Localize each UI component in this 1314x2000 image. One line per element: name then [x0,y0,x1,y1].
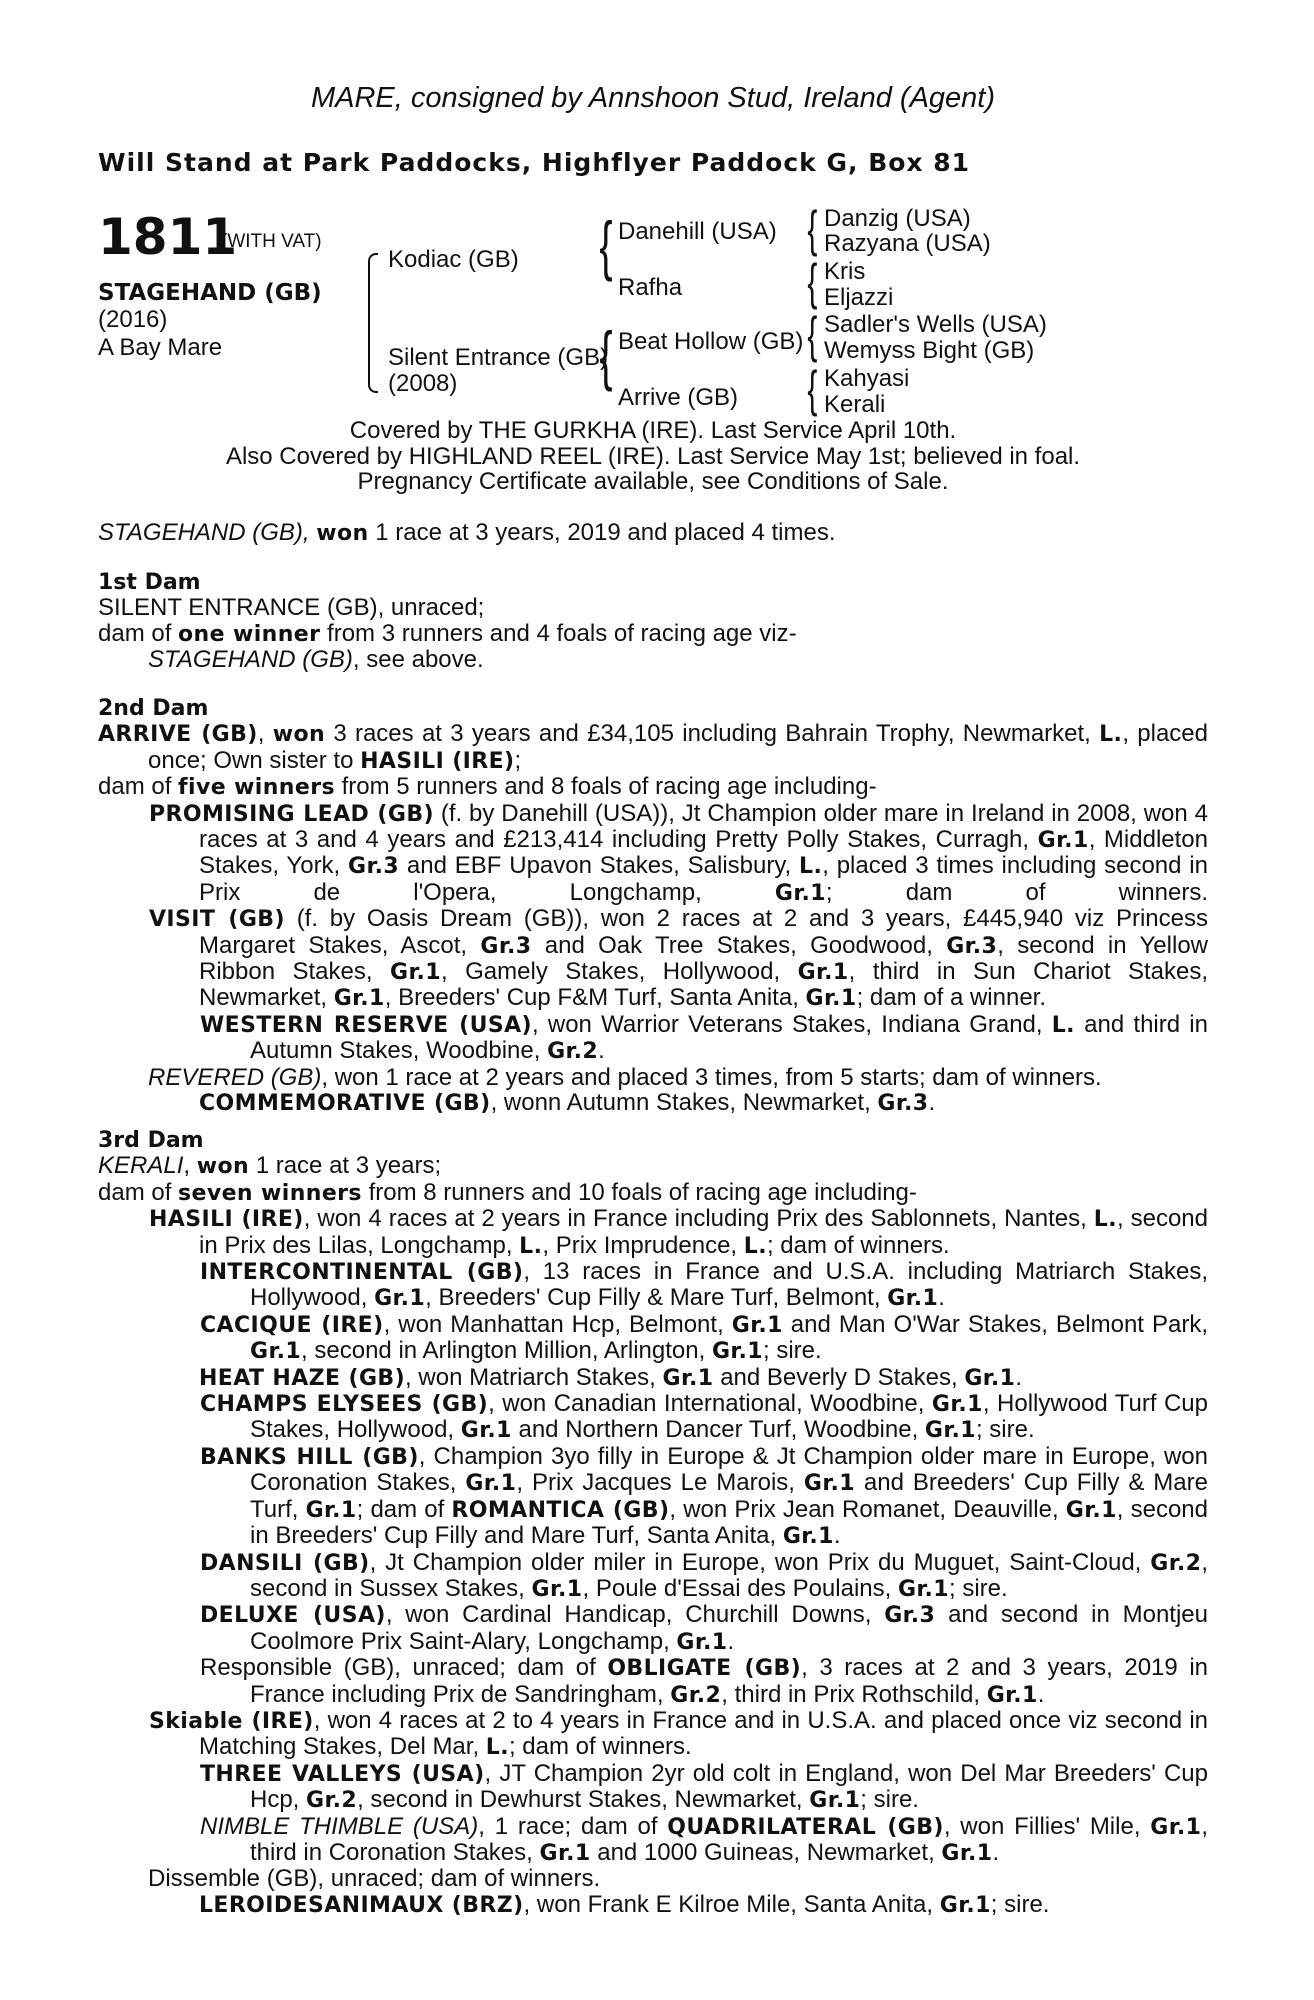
pedigree-brace: { [599,208,613,282]
offspring-entry: DELUXE (USA), won Cardinal Handicap, Churchill Downs, Gr.3 and second in Montjeu Coolmore Prix Saint-Alary, Longchamp, Gr.1. [200,1601,1208,1655]
section-heading: 1st Dam [98,570,201,595]
horse-name: STAGEHAND (GB) [98,280,322,306]
pedigree-brace: { [807,361,818,417]
ggp-2: Razyana (USA) [824,230,991,257]
pedigree-brace: { [807,254,818,310]
ggp-3: Kris [824,258,866,285]
race-summary [98,520,1208,546]
offspring-entry: Dissemble (GB), unraced; dam of winners. [148,1865,601,1893]
lot-number: 1811 [98,208,238,266]
summary-name: STAGEHAND (GB), [98,519,310,546]
section-heading: 3rd Dam [98,1128,204,1153]
offspring-entry: INTERCONTINENTAL (GB), 13 races in France and U.S.A. including Matriarch Stakes, Hollywood, Gr.1, Breeders' Cup Filly & Mare Turf, Belmont, Gr.1. [200,1258,1209,1312]
covering-line: Also Covered by HIGHLAND REEL (IRE). Last Service May 1st; believed in foal. [225,443,1081,470]
consignor-line: MARE, consigned by Annshoon Stud, Ireland (Agent) [310,82,996,114]
offspring-entry: PROMISING LEAD (GB) (f. by Danehill (USA)), Jt Champion older mare in Ireland in 2008, won 4 races at 3 and 4 years and £213,414 including Pretty Polly Stakes, Curragh, Gr.1, Middleton Stakes, York, Gr.3 and EBF Upavon Stakes, Salisbury, L., placed 3 times including second in Prix de l'Opera, Longchamp, Gr.1; dam of winners. [149,799,1209,906]
ggp-5: Sadler's Wells (USA) [824,311,1047,338]
offspring-entry: HASILI (IRE), won 4 races at 2 years in France including Prix des Sablonnets, Nantes, L., second in Prix des Lilas, Longchamp, L., Prix Imprudence, L.; dam of winners. [149,1205,1209,1259]
horse-description: A Bay Mare [98,334,223,361]
offspring-entry: REVERED (GB), won 1 race at 2 years and placed 3 times, from 5 starts; dam of winners. [148,1063,1102,1091]
offspring-entry: STAGEHAND (GB), see above. [148,646,484,674]
summary-won: won [316,521,369,546]
offspring-entry: Skiable (IRE), won 4 races at 2 to 4 years in France and in U.S.A. and placed once viz second in Matching Stakes, Del Mar, L.; dam of winners. [149,1706,1208,1761]
sire-dam: Rafha [618,274,683,301]
offspring-entry: VISIT (GB) (f. by Oasis Dream (GB)), won 2 races at 2 and 3 years, £445,940 viz Princess Margaret Stakes, Ascot, Gr.3 and Oak Tree Stakes, Goodwood, Gr.3, second in Yellow Ribbon Stakes, Gr.1, Gamely Stakes, Hollywood, Gr.1, third in Sun Chariot Stakes, Newmarket, Gr.1, Breeders' Cup F&M Turf, Santa Anita, Gr.1; dam of a winner. [149,905,1209,1012]
offspring-entry: CACIQUE (IRE), won Manhattan Hcp, Belmont, Gr.1 and Man O'War Stakes, Belmont Park, Gr.1, second in Arlington Million, Arlington, Gr.1; sire. [200,1310,1208,1365]
ggp-4: Eljazzi [824,284,894,311]
foaling-year: (2016) [98,306,168,333]
vat-note: (WITH VAT) [221,231,322,252]
covering-line: Pregnancy Certificate available, see Conditions of Sale. [357,468,949,495]
ggp-7: Kahyasi [824,365,910,392]
offspring-entry: Responsible (GB), unraced; dam of OBLIGATE (GB), 3 races at 2 and 3 years, 2019 in France including Prix de Sandringham, Gr.2, third in Prix Rothschild, Gr.1. [200,1654,1208,1708]
second-dam-section [98,696,1208,1117]
offspring-entry: BANKS HILL (GB), Champion 3yo filly in Europe & Jt Champion older mare in Europe, won Coronation Stakes, Gr.1, Prix Jacques Le Marois, Gr.1 and Breeders' Cup Filly & Mare Turf, Gr.1; dam of ROMANTICA (GB), won Prix Jean Romanet, Deauville, Gr.1, second in Breeders' Cup Filly and Mare Turf, Santa Anita, Gr.1. [200,1442,1208,1550]
dam-line: dam of seven winners from 8 runners and 10 foals of racing age including- [98,1178,917,1206]
section-heading: 2nd Dam [98,696,209,721]
offspring-entry: THREE VALLEYS (USA), JT Champion 2yr old colt in England, won Del Mar Breeders' Cup Hcp, Gr.2, second in Dewhurst Stakes, Newmarket, Gr.1; sire. [200,1759,1208,1814]
summary-text: 1 race at 3 years, 2019 and placed 4 times. [368,519,836,546]
covering-line: Covered by THE GURKHA (IRE). Last Service April 10th. [349,417,957,444]
pedigree-brace [368,253,378,393]
offspring-entry: CHAMPS ELYSEES (GB), won Canadian International, Woodbine, Gr.1, Hollywood Turf Cup Stakes, Hollywood, Gr.1 and Northern Dancer Turf, Woodbine, Gr.1; sire. [200,1390,1208,1444]
offspring-entry: WESTERN RESERVE (USA), won Warrior Veterans Stakes, Indiana Grand, L. and third in Autumn Stakes, Woodbine, Gr.2. [200,1010,1208,1065]
dam-line: KERALI, won 1 race at 3 years; [98,1152,442,1180]
ggp-8: Kerali [824,391,886,418]
dam-year: (2008) [388,370,458,397]
sire-sire: Danehill (USA) [618,218,777,245]
dam-line: dam of one winner from 3 runners and 4 foals of racing age viz- [98,619,797,647]
dam-dam: Arrive (GB) [618,384,738,411]
dam: Silent Entrance (GB) [388,344,609,371]
dam-line: ARRIVE (GB), won 3 races at 3 years and £34,105 including Bahrain Trophy, Newmarket, L., placed once; Own sister to HASILI (IRE); [98,720,1208,774]
dam-line: SILENT ENTRANCE (GB), unraced; [98,594,485,622]
offspring-entry: COMMEMORATIVE (GB), wonn Autumn Stakes, Newmarket, Gr.3. [199,1089,936,1117]
dam-line: dam of five winners from 5 runners and 8 foals of racing age including- [98,773,877,801]
ggp-1: Danzig (USA) [824,205,971,232]
sire: Kodiac (GB) [388,246,519,273]
third-dam-section [98,1128,1208,1918]
ggp-6: Wemyss Bight (GB) [824,337,1035,364]
first-dam-section [98,570,1208,673]
offspring-entry: HEAT HAZE (GB), won Matriarch Stakes, Gr.1 and Beverly D Stakes, Gr.1. [199,1363,1023,1391]
dam-sire: Beat Hollow (GB) [618,328,804,355]
pedigree-brace: { [599,318,613,392]
offspring-entry: LEROIDESANIMAUX (BRZ), won Frank E Kilroe Mile, Santa Anita, Gr.1; sire. [199,1890,1050,1918]
offspring-entry: NIMBLE THIMBLE (USA), 1 race; dam of QUADRILATERAL (GB), won Fillies' Mile, Gr.1, third in Coronation Stakes, Gr.1 and 1000 Guineas, Newmarket, Gr.1. [200,1812,1208,1866]
offspring-entry: DANSILI (GB), Jt Champion older miler in Europe, won Prix du Muguet, Saint-Cloud, Gr.2, second in Sussex Stakes, Gr.1, Poule d'Essai des Poulains, Gr.1; sire. [200,1548,1208,1602]
pedigree-brace: { [807,201,818,257]
stand-location: Will Stand at Park Paddocks, Highflyer Paddock G, Box 81 [98,148,971,177]
pedigree-brace: { [807,307,818,363]
